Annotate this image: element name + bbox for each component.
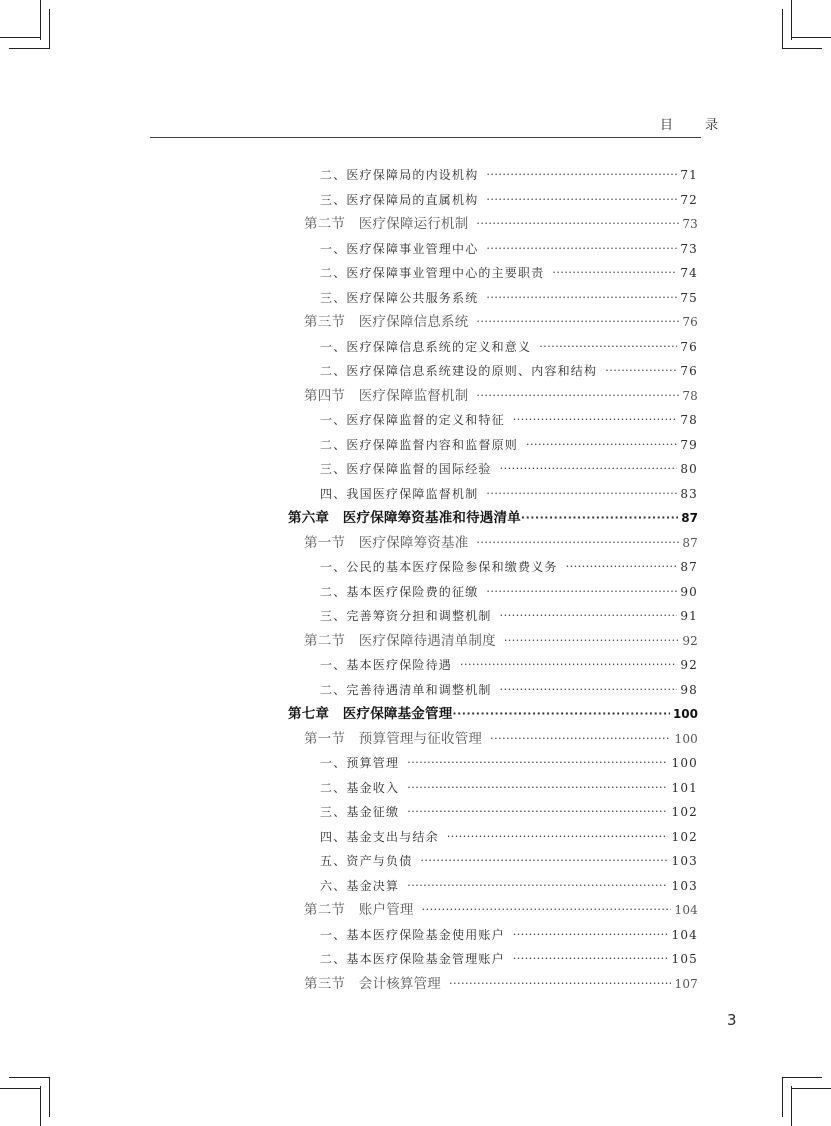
toc-entry-title: 第二节 账户管理 <box>304 902 414 918</box>
toc-subsection-entry[interactable] <box>320 457 698 481</box>
toc-entry-page: 92 <box>682 633 698 648</box>
toc-entry-title: 第一节 医疗保障筹资基准 <box>304 534 469 551</box>
toc-entry-page: 76 <box>680 339 698 354</box>
toc-entry-page: 87 <box>682 535 698 550</box>
toc-leader-dots <box>486 580 677 604</box>
toc-entry-title: 二、医疗保障监督内容和监督原则 <box>320 437 519 452</box>
toc-entry-title: 第三节 医疗保障信息系统 <box>304 314 469 330</box>
toc-subsection-entry[interactable] <box>320 408 698 432</box>
toc-entry-title: 四、我国医疗保障监督机制 <box>320 486 479 501</box>
toc-entry-page: 98 <box>680 682 698 697</box>
toc-leader-dots <box>407 874 668 898</box>
running-header-title: 目 录 <box>660 118 733 133</box>
toc-entry-title: 二、医疗保障事业管理中心的主要职责 <box>320 266 545 280</box>
toc-leader-dots <box>407 751 668 775</box>
toc-subsection-entry[interactable] <box>320 874 698 898</box>
toc-entry-page: 80 <box>680 462 698 476</box>
toc-leader-dots <box>452 702 670 726</box>
toc-entry-title: 第六章 医疗保障筹资基准和待遇清单 <box>288 510 521 526</box>
toc-leader-dots <box>486 482 677 506</box>
toc-entry-page: 74 <box>680 266 698 280</box>
toc-leader-dots <box>486 286 677 310</box>
toc-subsection-entry[interactable] <box>320 580 698 604</box>
toc-entry-page: 90 <box>680 584 698 599</box>
toc-entry-title: 三、医疗保障监督的国际经验 <box>320 462 492 476</box>
toc-leader-dots <box>407 776 668 800</box>
toc-leader-dots <box>539 335 677 359</box>
toc-leader-dots <box>513 923 669 947</box>
toc-entry-title: 第二节 医疗保障运行机制 <box>304 216 469 232</box>
toc-subsection-entry[interactable] <box>320 800 698 824</box>
toc-entry-page: 73 <box>680 241 698 256</box>
toc-entry-title: 二、基本医疗保险费的征缴 <box>320 584 479 599</box>
toc-entry-page: 73 <box>682 217 698 231</box>
toc-entry-title: 第二节 医疗保障待遇清单制度 <box>304 632 496 649</box>
toc-entry-title: 六、基金决算 <box>320 878 400 893</box>
toc-entry-title: 一、医疗保障事业管理中心 <box>320 241 479 256</box>
toc-section-entry[interactable] <box>304 310 698 334</box>
toc-subsection-entry[interactable] <box>320 604 698 628</box>
toc-subsection-entry[interactable] <box>320 188 698 212</box>
toc-entry-page: 91 <box>680 609 698 623</box>
toc-entry-title: 一、基本医疗保险待遇 <box>320 658 453 672</box>
toc-entry-title: 第一节 预算管理与征收管理 <box>304 730 483 747</box>
toc-entry-title: 一、基本医疗保险基金使用账户 <box>320 927 505 942</box>
toc-section-entry[interactable] <box>304 727 698 751</box>
toc-subsection-entry[interactable] <box>320 653 698 677</box>
toc-entry-title: 四、基金支出与结余 <box>320 829 439 844</box>
toc-subsection-entry[interactable] <box>320 776 698 800</box>
header-rule <box>150 137 701 138</box>
toc-section-entry[interactable] <box>304 898 698 922</box>
toc-entry-page: 100 <box>674 731 698 746</box>
toc-subsection-entry[interactable] <box>320 923 698 947</box>
toc-leader-dots <box>486 237 677 261</box>
toc-leader-dots <box>521 506 678 530</box>
toc-entry-page: 101 <box>671 780 698 795</box>
toc-leader-dots <box>447 825 669 849</box>
toc-entry-page: 72 <box>680 192 698 207</box>
toc-entry-title: 三、医疗保障公共服务系统 <box>320 290 479 305</box>
toc-leader-dots <box>500 678 678 702</box>
toc-entry-page: 71 <box>680 168 698 182</box>
toc-entry-page: 78 <box>682 388 698 403</box>
toc-subsection-entry[interactable] <box>320 947 698 971</box>
toc-entry-title: 一、医疗保障监督的定义和特征 <box>320 413 505 427</box>
toc-leader-dots <box>490 727 671 751</box>
toc-entry-page: 100 <box>672 707 698 721</box>
toc-entry-title: 二、完善待遇清单和调整机制 <box>320 682 492 697</box>
toc-leader-dots <box>513 408 678 432</box>
toc-leader-dots <box>476 310 679 334</box>
toc-entry-title: 二、基金收入 <box>320 780 400 795</box>
toc-leader-dots <box>476 384 679 408</box>
toc-leader-dots <box>526 433 677 457</box>
toc-subsection-entry[interactable] <box>320 335 698 359</box>
toc-chapter-entry[interactable] <box>288 702 698 726</box>
toc-entry-page: 76 <box>682 315 698 329</box>
toc-subsection-entry[interactable] <box>320 359 698 383</box>
toc-leader-dots <box>500 604 678 628</box>
toc-subsection-entry[interactable] <box>320 849 698 873</box>
toc-leader-dots <box>605 359 677 383</box>
toc-entry-page: 87 <box>680 560 698 574</box>
toc-leader-dots <box>552 261 677 285</box>
toc-subsection-entry[interactable] <box>320 163 698 187</box>
toc-subsection-entry[interactable] <box>320 433 698 457</box>
toc-entry-page: 107 <box>674 976 698 991</box>
toc-leader-dots <box>486 188 677 212</box>
toc-entry-title: 第三节 会计核算管理 <box>304 975 441 992</box>
toc-entry-title: 一、预算管理 <box>320 756 400 770</box>
toc-entry-title: 二、医疗保障局的内设机构 <box>320 168 479 182</box>
toc-entry-page: 87 <box>681 511 698 525</box>
toc-leader-dots <box>476 531 679 555</box>
toc-entry-page: 83 <box>680 486 698 501</box>
toc-entry-page: 100 <box>671 756 698 770</box>
toc-leader-dots <box>449 972 671 996</box>
toc-leader-dots <box>513 947 669 971</box>
toc-entry-page: 76 <box>680 364 698 378</box>
toc-entry-title: 第四节 医疗保障监督机制 <box>304 387 469 404</box>
toc-entry-title: 三、医疗保障局的直属机构 <box>320 192 479 207</box>
toc-entry-page: 104 <box>674 903 698 917</box>
toc-entry-page: 104 <box>671 927 698 942</box>
toc-entry-title: 一、公民的基本医疗保险参保和缴费义务 <box>320 560 558 574</box>
toc-entry-page: 103 <box>671 854 698 868</box>
toc-entry-title: 五、资产与负债 <box>320 854 413 868</box>
page-number: 3 <box>727 1011 737 1029</box>
toc-entry-page: 78 <box>680 413 698 427</box>
toc-section-entry[interactable] <box>304 972 698 996</box>
toc-entry-title: 三、基金征缴 <box>320 805 400 819</box>
toc-section-entry[interactable] <box>304 384 698 408</box>
toc-subsection-entry[interactable] <box>320 751 698 775</box>
toc-section-entry[interactable] <box>304 531 698 555</box>
toc-section-entry[interactable] <box>304 212 698 236</box>
toc-leader-dots <box>566 555 678 579</box>
toc-leader-dots <box>420 849 668 873</box>
toc-subsection-entry[interactable] <box>320 237 698 261</box>
toc-leader-dots <box>476 212 679 236</box>
toc-entry-page: 102 <box>671 805 698 819</box>
toc-subsection-entry[interactable] <box>320 482 698 506</box>
toc-subsection-entry[interactable] <box>320 678 698 702</box>
toc-subsection-entry[interactable] <box>320 555 698 579</box>
toc-leader-dots <box>460 653 677 677</box>
toc-entry-page: 75 <box>680 290 698 305</box>
toc-entry-title: 一、医疗保障信息系统的定义和意义 <box>320 339 532 354</box>
toc-entry-title: 二、医疗保障信息系统建设的原则、内容和结构 <box>320 364 598 378</box>
toc-entry-page: 92 <box>680 658 698 672</box>
toc-entry-title: 三、完善筹资分担和调整机制 <box>320 609 492 623</box>
toc-entry-title: 二、基本医疗保险基金管理账户 <box>320 952 505 966</box>
toc-leader-dots <box>504 629 680 653</box>
toc-entry-page: 105 <box>671 952 698 966</box>
toc-chapter-entry[interactable] <box>288 506 698 530</box>
toc-subsection-entry[interactable] <box>320 261 698 285</box>
toc-leader-dots <box>422 898 672 922</box>
toc-subsection-entry[interactable] <box>320 286 698 310</box>
toc-subsection-entry[interactable] <box>320 825 698 849</box>
toc-entry-page: 103 <box>671 878 698 893</box>
toc-leader-dots <box>486 163 677 187</box>
toc-entry-title: 第七章 医疗保障基金管理 <box>288 706 453 722</box>
toc-section-entry[interactable] <box>304 629 698 653</box>
toc-leader-dots <box>500 457 678 481</box>
toc-leader-dots <box>407 800 668 824</box>
toc-entry-page: 102 <box>671 829 698 844</box>
toc-entry-page: 79 <box>680 437 698 452</box>
